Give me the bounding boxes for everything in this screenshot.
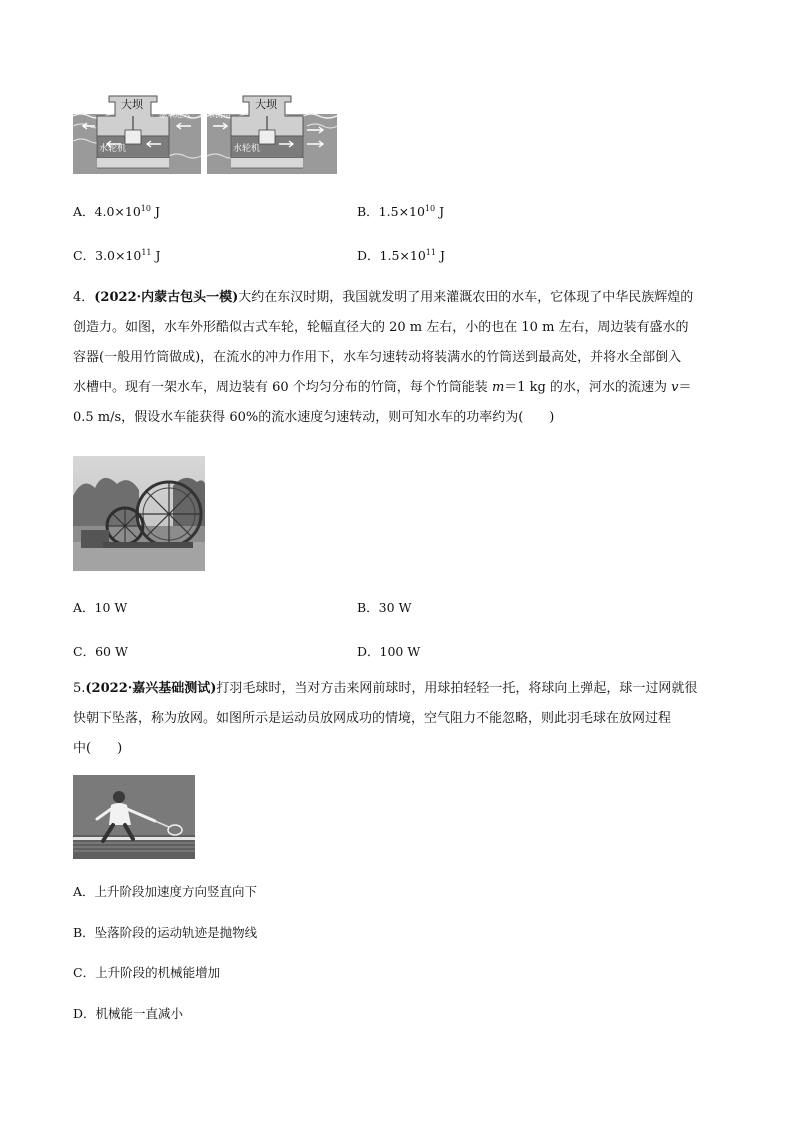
right-water-label: 潮水流出 xyxy=(199,110,231,119)
water-wheel-photo xyxy=(73,456,205,571)
q5-source: (2022·嘉兴基础测试) xyxy=(85,681,217,696)
q3-option-b[interactable]: B．$1.5\times 10^{10}$ J xyxy=(357,204,445,219)
right-dam-label: 大坝 xyxy=(255,98,277,111)
q4-number: 4． xyxy=(73,290,95,305)
q4-option-a[interactable]: A．10 W xyxy=(73,600,128,615)
q5-line-1: 5.(2022·嘉兴基础测试)打羽毛球时，当对方击来网前球时，用球拍轻轻一托，将球向上弹起，球一过网就很 xyxy=(73,681,698,696)
q4-line-4: 水槽中。现有一架水车，周边装有 60 个均匀分布的竹筒，每个竹筒能装 m＝1 kg 的水，河水的流速为 v＝ xyxy=(73,380,692,395)
q4-source: (2022·内蒙古包头一模) xyxy=(94,290,239,305)
left-dam-label: 大坝 xyxy=(121,98,143,111)
tidal-dam-diagram xyxy=(73,86,337,174)
q5-line-3: 中( ) xyxy=(73,741,123,756)
q4-line-1: 4．(2022·内蒙古包头一模)大约在东汉时期，我国就发明了用来灌溉农田的水车，它体现了中华民族辉煌的 xyxy=(73,290,694,305)
badminton-photo xyxy=(73,775,195,859)
right-turbine-label: 水轮机 xyxy=(233,144,261,154)
q5-line-2: 快朝下坠落，称为放网。如图所示是运动员放网成功的情境，空气阻力不能忽略，则此羽毛球在放网过程 xyxy=(73,711,672,726)
q5-option-c[interactable]: C．上升阶段的机械能增加 xyxy=(73,965,221,980)
q4-stem xyxy=(73,283,721,433)
q3-option-c[interactable]: C．$3.0\times 10^{11}$ J xyxy=(73,248,161,263)
left-panel xyxy=(73,86,201,174)
q4-option-d[interactable]: D．100 W xyxy=(357,644,421,659)
q4-option-c[interactable]: C．60 W xyxy=(73,644,128,659)
q5-option-a[interactable]: A．上升阶段加速度方向竖直向下 xyxy=(73,884,258,899)
q5-stem xyxy=(73,674,721,764)
q4-option-b[interactable]: B．30 W xyxy=(357,600,412,615)
left-turbine-label: 水轮机 xyxy=(99,144,127,154)
water-wheel-image xyxy=(73,456,205,571)
q5-number: 5. xyxy=(73,681,86,696)
q3-option-d[interactable]: D．$1.5\times 10^{11}$ J xyxy=(357,248,445,263)
right-panel xyxy=(199,86,337,174)
q4-line-3: 容器(一般用竹筒做成)，在流水的冲力作用下，水车匀速转动将装满水的竹筒送到最高处，并将水全部倒入 xyxy=(73,350,682,365)
q3-option-a[interactable]: A．$4.0\times 10^{10}$ J xyxy=(73,204,160,219)
q5-option-b[interactable]: B．坠落阶段的运动轨迹是抛物线 xyxy=(73,925,258,940)
badminton-image xyxy=(73,775,195,859)
q5-option-d[interactable]: D．机械能一直减小 xyxy=(73,1006,184,1021)
left-water-label: 潮水进入 xyxy=(159,110,191,119)
q4-line-5: 0.5 m/s，假设水车能获得 60%的流水速度匀速转动，则可知水车的功率约为( ) xyxy=(73,410,555,425)
tidal-dam-figure xyxy=(73,86,337,174)
q4-line-2: 创造力。如图，水车外形酷似古式车轮，轮幅直径大的 20 m 左右，小的也在 10 m 左右，周边装有盛水的 xyxy=(73,320,689,335)
